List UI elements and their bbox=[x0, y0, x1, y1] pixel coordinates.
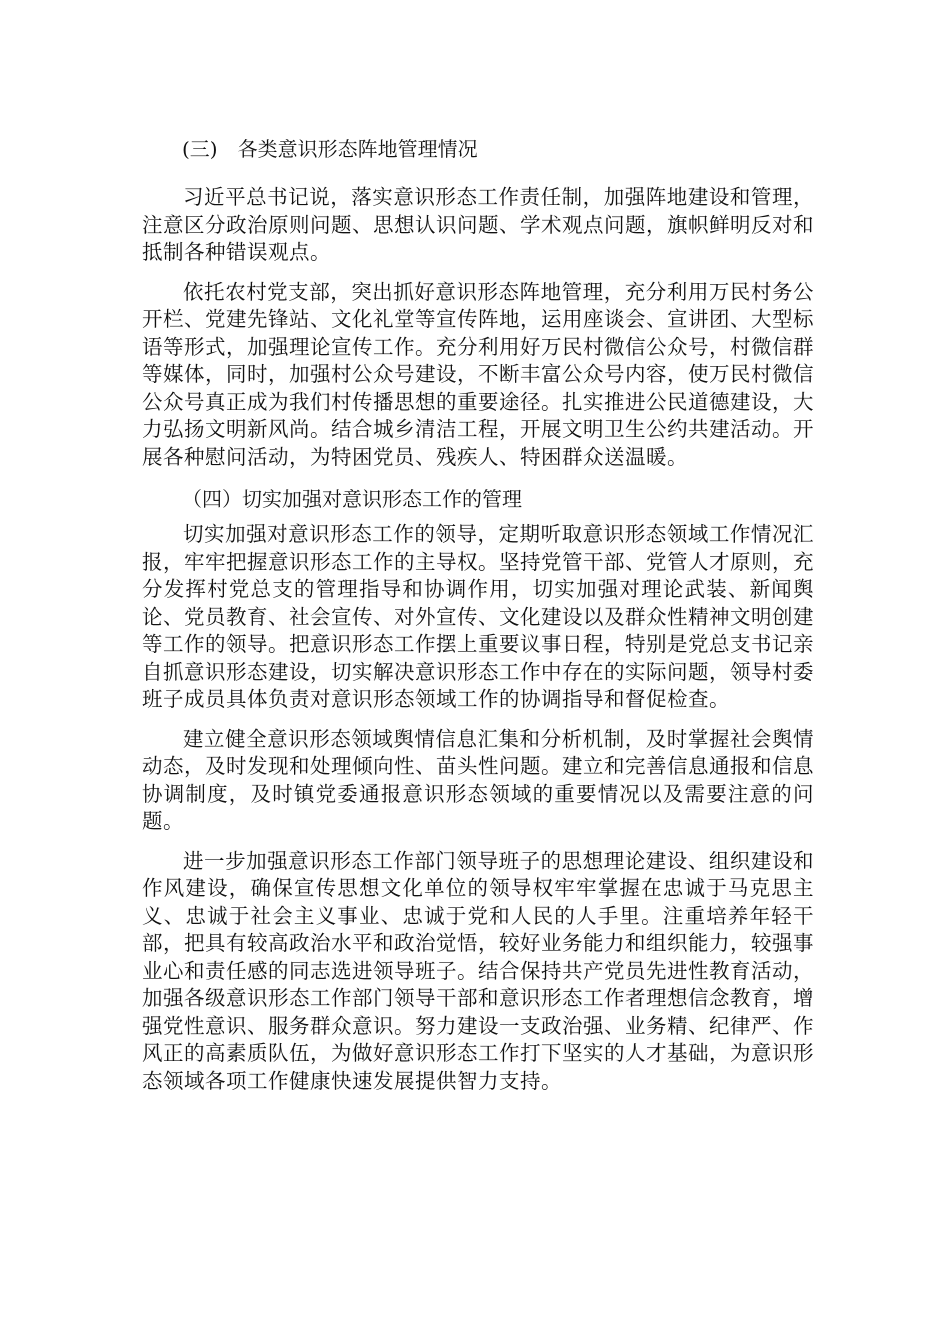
paragraph: 建立健全意识形态领域舆情信息汇集和分析机制，及时掌握社会舆情动态，及时发现和处理倾向性、苗头性问题。建立和完善信息通报和信息协调制度，及时镇党委通报意识形态领域的重要情况以及需要注意的问题。 bbox=[142, 726, 814, 833]
section-heading-4: （四）切实加强对意识形态工作的管理 bbox=[182, 487, 522, 511]
paragraph: 习近平总书记说，落实意识形态工作责任制，加强阵地建设和管理，注意区分政治原则问题、思想认识问题、学术观点问题，旗帜鲜明反对和抵制各种错误观点。 bbox=[142, 185, 814, 264]
paragraph: 依托农村党支部，突出抓好意识形态阵地管理，充分利用万民村务公开栏、党建先锋站、文化礼堂等宣传阵地，运用座谈会、宣讲团、大型标语等形式，加强理论宣传工作。充分利用好万民村微信公众号，村微信群等媒体，同时，加强村公众号建设，不断丰富公众号内容，使万民村微信公众号真正成为我们村传播思想的重要途径。扎实推进公民道德建设，大力弘扬文明新风尚。结合城乡清洁工程，开展文明卫生公约共建活动。开展各种慰问活动，为特困党员、残疾人、特困群众送温暖。 bbox=[142, 279, 814, 469]
paragraph: 进一步加强意识形态工作部门领导班子的思想理论建设、组织建设和作风建设，确保宣传思想文化单位的领导权牢牢掌握在忠诚于马克思主义、忠诚于社会主义事业、忠诚于党和人民的人手里。注重培养年轻干部，把具有较高政治水平和政治觉悟，较好业务能力和组织能力，较强事业心和责任感的同志选进领导班子。结合保持共产党员先进性教育活动，加强各级意识形态工作部门领导干部和意识形态工作者理想信念教育，增强党性意识、服务群众意识。努力建设一支政治强、业务精、纪律严、作风正的高素质队伍，为做好意识形态工作打下坚实的人才基础，为意识形态领域各项工作健康快速发展提供智力支持。 bbox=[142, 848, 814, 1093]
paragraph: 切实加强对意识形态工作的领导，定期听取意识形态领域工作情况汇报，牢牢把握意识形态工作的主导权。坚持党管干部、党管人才原则，充分发挥村党总支的管理指导和协调作用，切实加强对理论武装、新闻舆论、党员教育、社会宣传、对外宣传、文化建设以及群众性精神文明创建等工作的领导。把意识形态工作摆上重要议事日程，特别是党总支书记亲自抓意识形态建设，切实解决意识形态工作中存在的实际问题，领导村委班子成员具体负责对意识形态领域工作的协调指导和督促检查。 bbox=[142, 522, 814, 711]
section-heading-3: (三) 各类意识形态阵地管理情况 bbox=[182, 137, 478, 161]
document-page bbox=[142, 133, 814, 1107]
